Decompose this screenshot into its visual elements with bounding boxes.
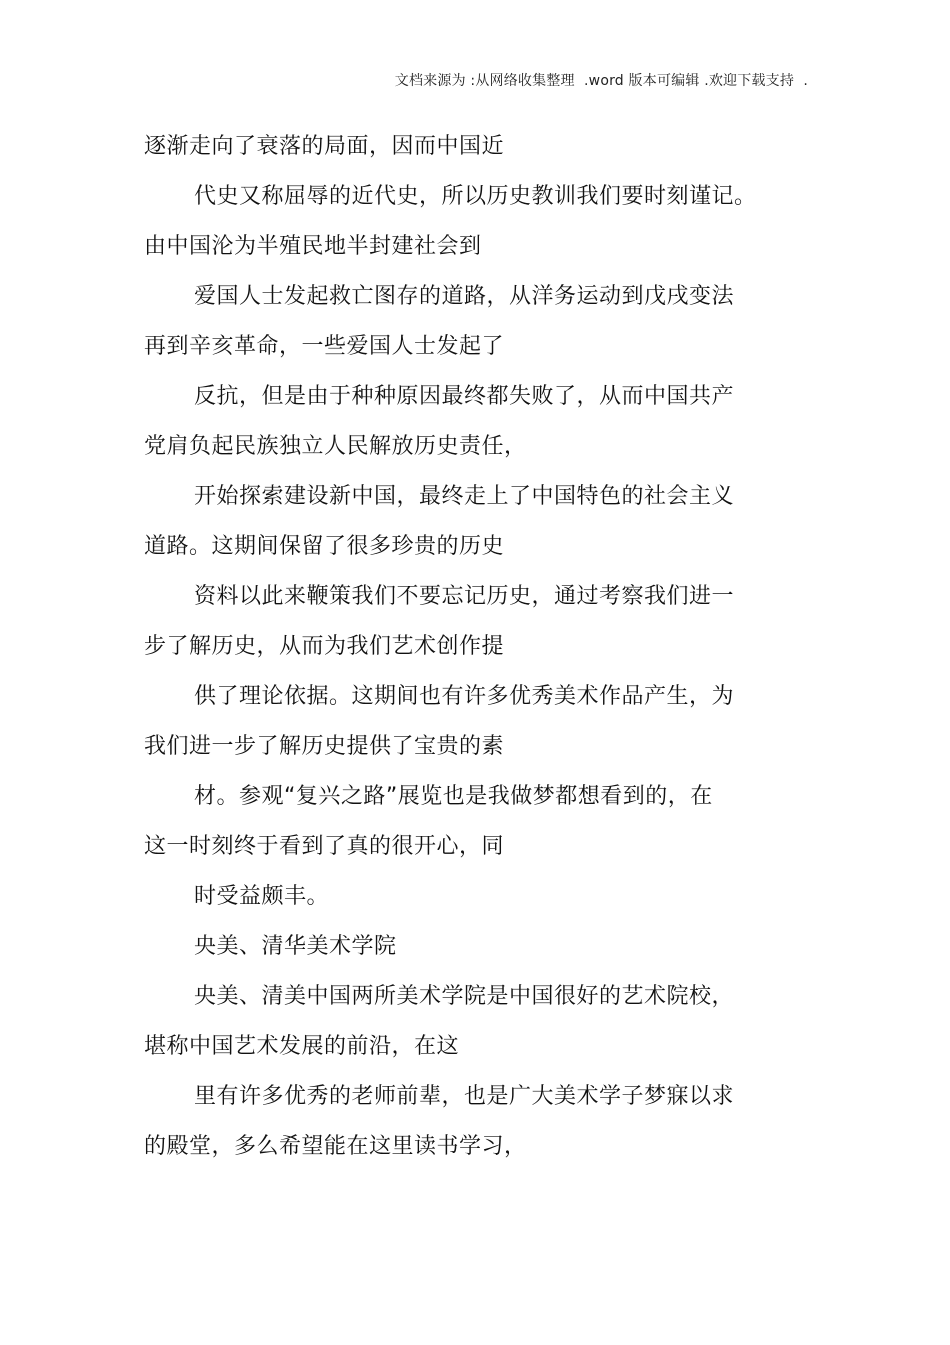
text-line: 步了解历史，从而为我们艺术创作提 [144, 634, 505, 659]
text-line: 开始探索建设新中国，最终走上了中国特色的社会主义 [194, 484, 735, 509]
text-line: 堪称中国艺术发展的前沿，在这 [144, 1034, 460, 1059]
text-line: 反抗，但是由于种种原因最终都失败了，从而中国共产 [194, 384, 735, 409]
text-line: 这一时刻终于看到了真的很开心，同 [144, 834, 505, 859]
text-line: 道路。这期间保留了很多珍贵的历史 [144, 534, 505, 559]
text-line: 党肩负起民族独立人民解放历史责任， [144, 434, 527, 459]
page-header: 文档来源为 :从网络收集整理 .word 版本可编辑 .欢迎下载支持 . [394, 73, 808, 89]
text-line: 资料以此来鞭策我们不要忘记历史，通过考察我们进一 [194, 584, 735, 609]
section-heading: 央美、清华美术学院 [194, 934, 397, 959]
text-line: 代史又称屈辱的近代史，所以历史教训我们要时刻谨记。 [194, 184, 757, 209]
text-line: 爱国人士发起救亡图存的道路，从洋务运动到戊戌变法 [194, 284, 735, 309]
text-line: 供了理论依据。这期间也有许多优秀美术作品产生，为 [194, 684, 735, 709]
text-line: 的殿堂，多么希望能在这里读书学习， [144, 1134, 527, 1159]
text-line: 材。参观“复兴之路”展览也是我做梦都想看到的，在 [194, 784, 713, 809]
text-line: 央美、清美中国两所美术学院是中国很好的艺术院校， [194, 984, 735, 1009]
body-text [144, 122, 784, 1172]
text-line: 逐渐走向了衰落的局面，因而中国近 [144, 134, 505, 159]
text-line: 里有许多优秀的老师前辈，也是广大美术学子梦寐以求 [194, 1084, 735, 1109]
text-line: 由中国沦为半殖民地半封建社会到 [144, 234, 482, 259]
text-line: 我们进一步了解历史提供了宝贵的素 [144, 734, 505, 759]
text-line: 时受益颇丰。 [194, 884, 330, 909]
text-line: 再到辛亥革命，一些爱国人士发起了 [144, 334, 505, 359]
